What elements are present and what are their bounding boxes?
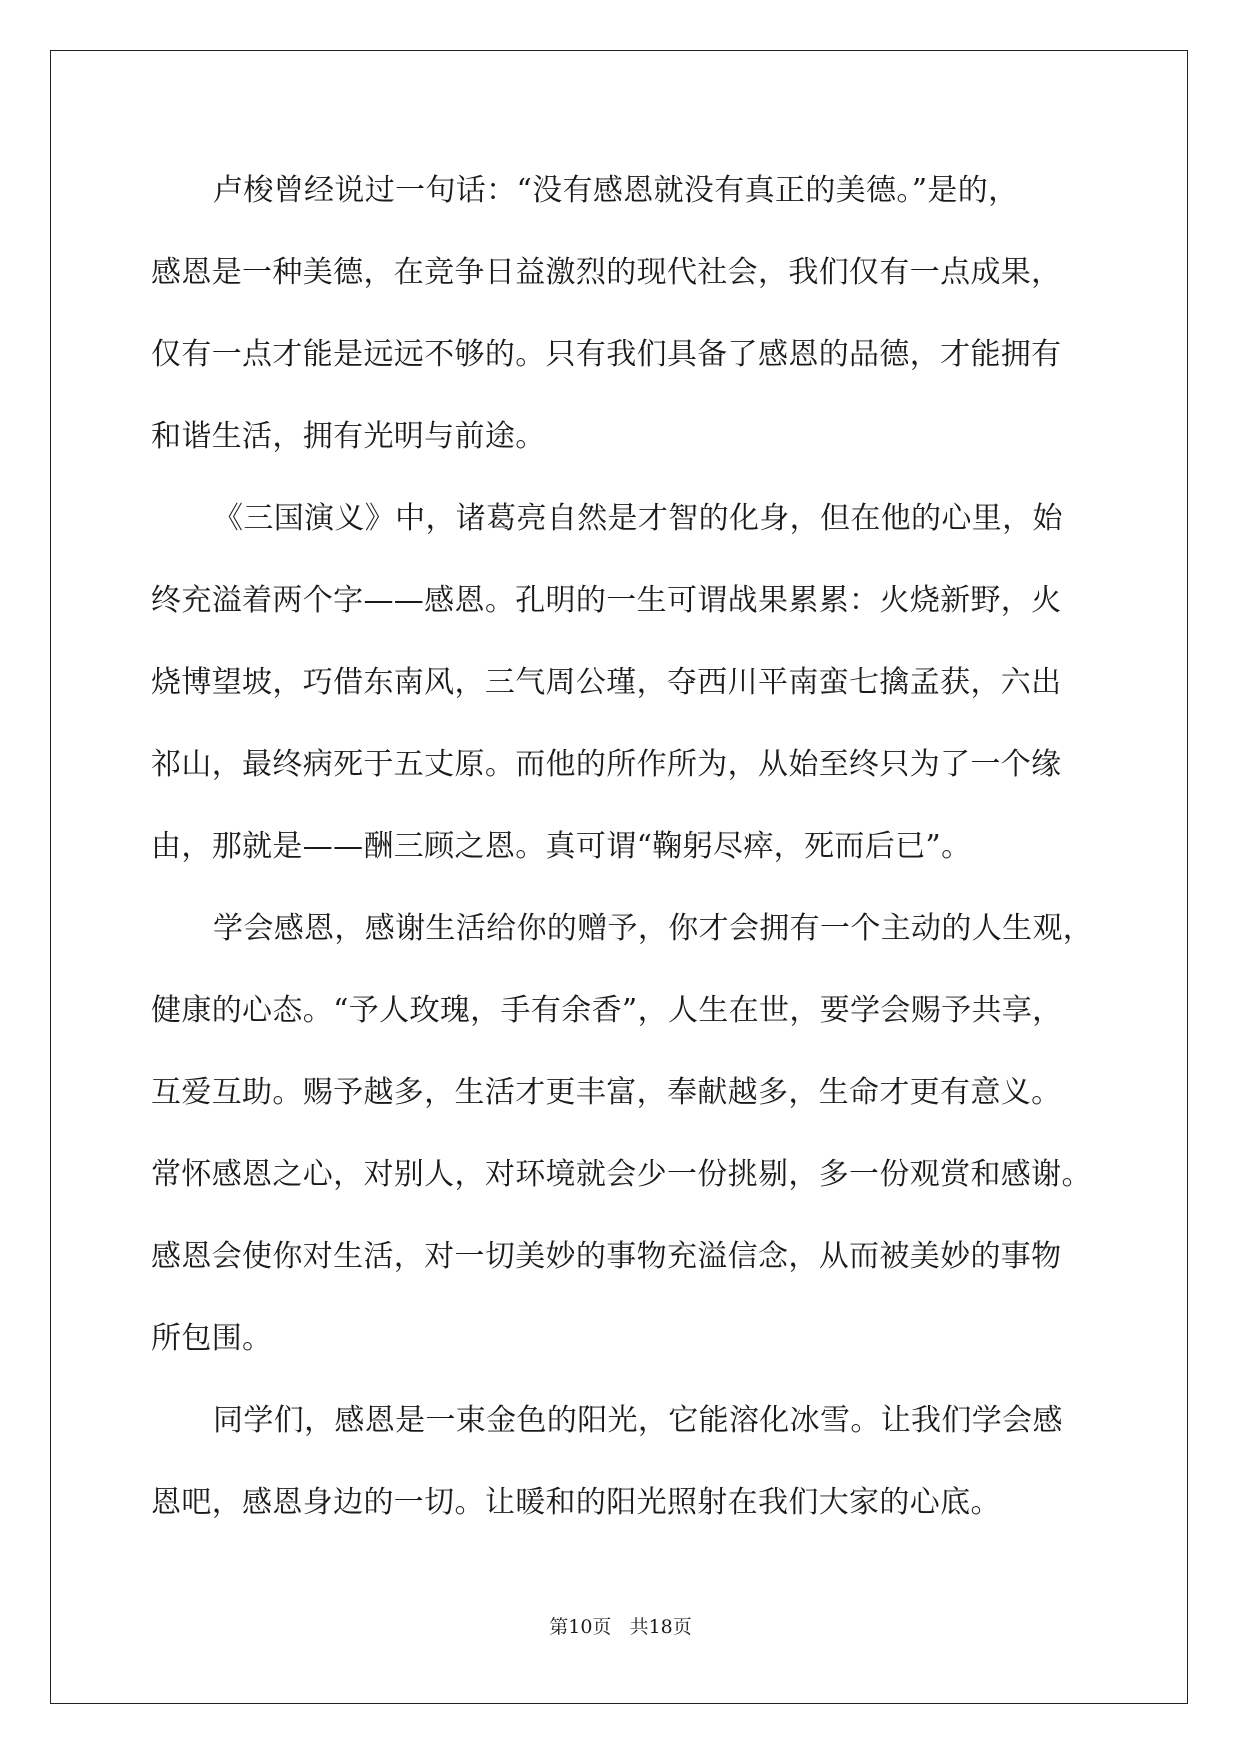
paragraph-3-line-3: 互爱互助。赐予越多，生活才更丰富，奉献越多，生命才更有意义。 bbox=[151, 1075, 1062, 1110]
paragraph-2-line-1: 《三国演义》中，诸葛亮自然是才智的化身，但在他的心里，始 bbox=[213, 501, 1063, 536]
total-pages: 共18页 bbox=[629, 1616, 692, 1638]
paragraph-2-line-2: 终充溢着两个字——感恩。孔明的一生可谓战果累累：火烧新野，火 bbox=[151, 583, 1062, 618]
page-footer bbox=[0, 1612, 1241, 1639]
paragraph-1-line-4: 和谐生活，拥有光明与前途。 bbox=[151, 419, 546, 454]
paragraph-3-line-1: 学会感恩，感谢生活给你的赠予，你才会拥有一个主动的人生观， bbox=[213, 911, 1094, 946]
footer-separator bbox=[611, 1616, 629, 1638]
paragraph-1-line-2: 感恩是一种美德，在竞争日益激烈的现代社会，我们仅有一点成果， bbox=[151, 255, 1062, 290]
paragraph-2-line-3: 烧博望坡，巧借东南风，三气周公瑾，夺西川平南蛮七擒孟获，六出 bbox=[151, 665, 1062, 700]
paragraph-3-line-5: 感恩会使你对生活，对一切美妙的事物充溢信念，从而被美妙的事物 bbox=[151, 1239, 1062, 1274]
paragraph-2-line-4: 祁山，最终病死于五丈原。而他的所作所为，从始至终只为了一个缘 bbox=[151, 747, 1062, 782]
paragraph-4-line-2: 恩吧，感恩身边的一切。让暖和的阳光照射在我们大家的心底。 bbox=[151, 1485, 1001, 1520]
paragraph-1-line-3: 仅有一点才能是远远不够的。只有我们具备了感恩的品德，才能拥有 bbox=[151, 337, 1062, 372]
paragraph-2-line-5: 由，那就是——酬三顾之恩。真可谓“鞠躬尽瘁，死而后已”。 bbox=[151, 829, 972, 864]
paragraph-3-line-2: 健康的心态。“予人玫瑰，手有余香”，人生在世，要学会赐予共享， bbox=[151, 993, 1063, 1028]
paragraph-3-line-4: 常怀感恩之心，对别人，对环境就会少一份挑剔，多一份观赏和感谢。 bbox=[151, 1157, 1092, 1192]
paragraph-1-line-1: 卢梭曾经说过一句话：“没有感恩就没有真正的美德。”是的， bbox=[213, 173, 1019, 208]
paragraph-3-line-6: 所包围。 bbox=[151, 1321, 273, 1356]
page-number: 第10页 bbox=[549, 1616, 612, 1638]
paragraph-4-line-1: 同学们，感恩是一束金色的阳光，它能溶化冰雪。让我们学会感 bbox=[213, 1403, 1063, 1438]
document-body bbox=[151, 150, 1094, 1544]
